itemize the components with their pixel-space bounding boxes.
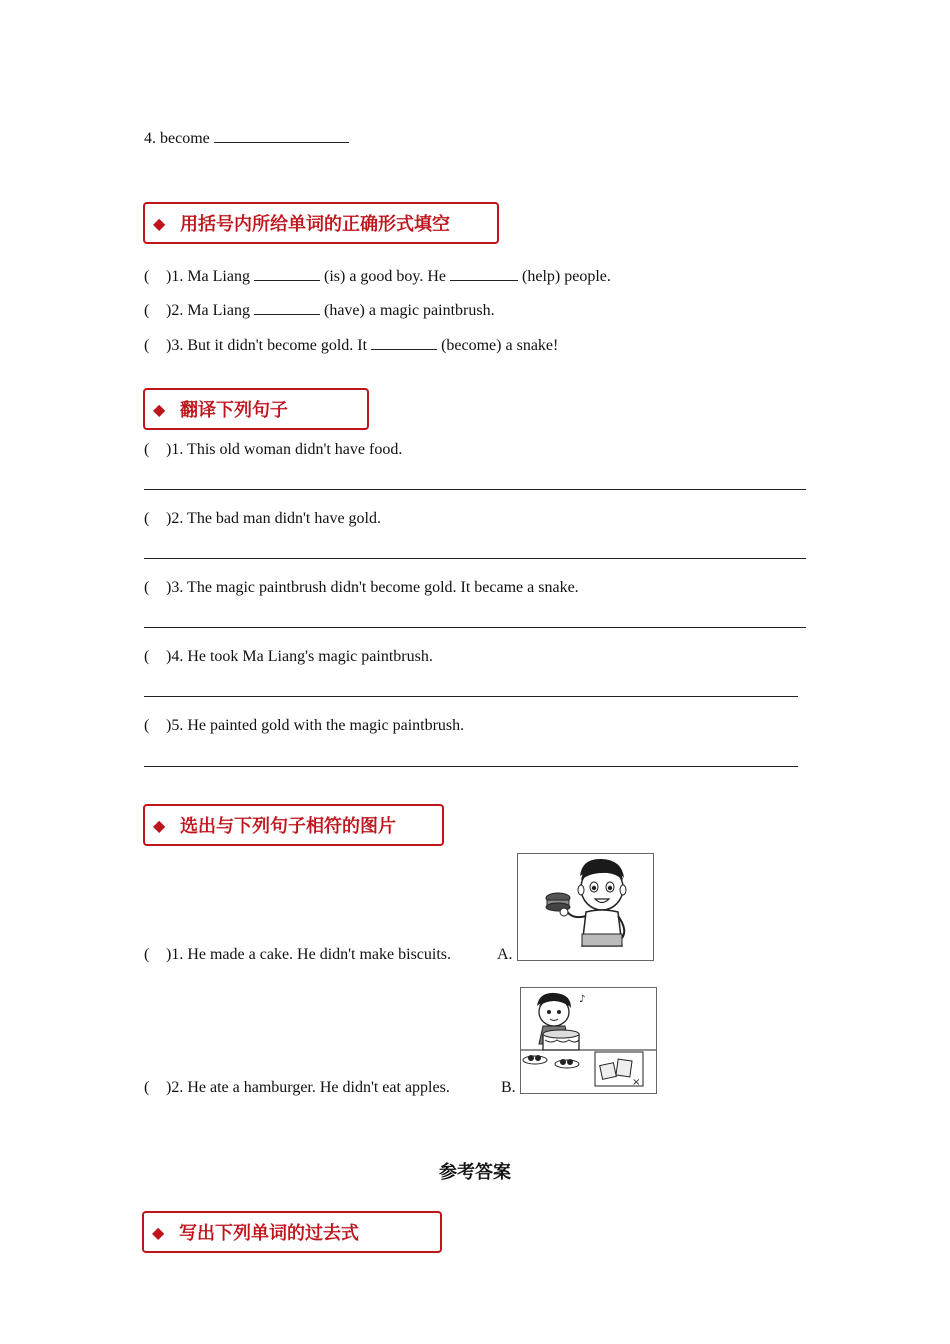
answer-line[interactable]: [144, 558, 806, 559]
paren: (: [144, 441, 150, 458]
svg-text:♪: ♪: [579, 994, 586, 1005]
answer-blank[interactable]: [214, 128, 349, 143]
paren: (: [144, 302, 150, 319]
question-text: )3. But it didn't become gold. It: [166, 337, 368, 354]
answer-blank[interactable]: [371, 335, 437, 350]
picture-question-2: [144, 1078, 450, 1098]
translate-question-5: [144, 716, 464, 736]
answer-blank[interactable]: [450, 266, 518, 281]
question-text: )2. He ate a hamburger. He didn't eat apples.: [166, 1079, 450, 1096]
question-text: (become) a snake!: [441, 337, 559, 354]
fill-in-question-1: [144, 266, 611, 287]
question-become: [144, 128, 349, 149]
paren: (: [144, 946, 150, 963]
diamond-icon: ◆: [153, 213, 166, 233]
answer-line[interactable]: [144, 627, 806, 628]
answer-line[interactable]: [144, 766, 798, 767]
section-title: 写出下列单词的过去式: [179, 1223, 359, 1244]
boy-with-cake-illustration: [521, 988, 656, 1093]
answer-line[interactable]: [144, 489, 806, 490]
paren: (: [144, 579, 150, 596]
fill-in-question-3: [144, 335, 558, 356]
answer-blank[interactable]: [254, 300, 320, 315]
question-text: (have) a magic paintbrush.: [323, 302, 495, 319]
section-header-fill-in: [143, 202, 499, 244]
question-text: (help) people.: [522, 268, 611, 285]
picture-b[interactable]: [520, 987, 657, 1094]
question-text: )1. Ma Liang: [166, 268, 250, 285]
picture-question-1: [144, 945, 451, 965]
section-title: 用括号内所给单词的正确形式填空: [180, 214, 450, 235]
answer-blank[interactable]: [254, 266, 320, 281]
section-title: 翻译下列句子: [180, 400, 288, 421]
answer-key-title: 参考答案: [439, 1162, 511, 1183]
section-title: 选出与下列句子相符的图片: [180, 816, 396, 837]
translate-question-3: [144, 578, 579, 598]
boy-with-hamburger-illustration: [518, 854, 653, 960]
paren: (: [144, 510, 150, 527]
question-text: )3. The magic paintbrush didn't become gold. It became a snake.: [166, 579, 579, 596]
paren: (: [144, 268, 150, 285]
question-text: )4. He took Ma Liang's magic paintbrush.: [166, 648, 433, 665]
paren: (: [144, 337, 150, 354]
section-header-choose-picture: [143, 804, 444, 846]
question-text: 4. become: [144, 130, 210, 147]
paren: (: [144, 1079, 150, 1096]
diamond-icon: ◆: [153, 399, 166, 419]
option-label-b: B.: [501, 1079, 516, 1096]
paren: (: [144, 717, 150, 734]
svg-text:×: ×: [632, 1077, 641, 1088]
translate-question-4: [144, 647, 433, 667]
option-label-a: A.: [497, 946, 513, 963]
answer-line[interactable]: [144, 696, 798, 697]
diamond-icon: ◆: [152, 1222, 165, 1242]
translate-question-1: [144, 440, 402, 460]
question-text: )2. Ma Liang: [166, 302, 250, 319]
paren: (: [144, 648, 150, 665]
fill-in-question-2: [144, 300, 495, 321]
question-text: )2. The bad man didn't have gold.: [166, 510, 381, 527]
translate-question-2: [144, 509, 381, 529]
question-text: )1. He made a cake. He didn't make biscuits.: [166, 946, 452, 963]
section-header-translate: [143, 388, 369, 430]
question-text: )1. This old woman didn't have food.: [166, 441, 403, 458]
picture-a[interactable]: [517, 853, 654, 961]
question-text: (is) a good boy. He: [323, 268, 447, 285]
diamond-icon: ◆: [153, 815, 166, 835]
question-text: )5. He painted gold with the magic paintbrush.: [166, 717, 465, 734]
section-header-past-tense: [142, 1211, 442, 1253]
